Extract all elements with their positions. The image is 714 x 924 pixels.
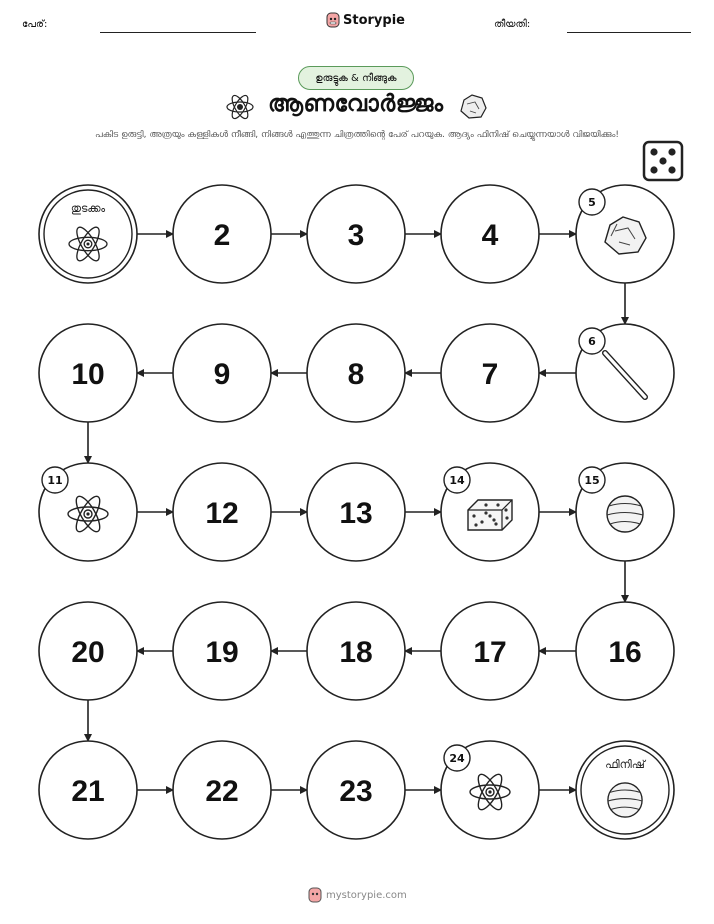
sponge-icon — [468, 500, 512, 530]
board-space-15[interactable] — [576, 463, 674, 561]
name-label: പേര്: — [22, 19, 48, 30]
space-number: 4 — [481, 219, 499, 252]
board-space-3[interactable] — [307, 185, 405, 283]
space-number: 17 — [473, 636, 507, 669]
space-number: 21 — [71, 775, 105, 808]
board-space-17[interactable] — [441, 602, 539, 700]
space-number: 6 — [588, 335, 596, 348]
space-number: 9 — [213, 358, 231, 391]
footer-url[interactable]: mystorypie.com — [326, 889, 407, 901]
board-space-16[interactable] — [576, 602, 674, 700]
footer — [308, 887, 407, 903]
board-space-6[interactable] — [576, 324, 674, 422]
game-type-badge: ഉരുട്ടുക & നീങ്ങുക — [298, 66, 414, 90]
space-number: 8 — [347, 358, 365, 391]
brand-name: Storypie — [343, 12, 405, 28]
space-number: 11 — [47, 474, 63, 487]
instructions: പകിട ഉരുട്ടി, അത്രയും കള്ളികൾ നീങ്ങി, നിങ്ങൾ എത്തുന്ന ചിത്രത്തിന്റെ പേര് പറയുക. ആദ്യം ഫിനിഷ് ചെയ്യുന്നയാൾ വിജയിക്കും! — [95, 130, 619, 140]
board-space-14[interactable] — [441, 463, 539, 561]
space-number: 20 — [71, 636, 105, 669]
space-number: 14 — [449, 474, 465, 487]
board-space-10[interactable] — [39, 324, 137, 422]
board-space-13[interactable] — [307, 463, 405, 561]
board-space-19[interactable] — [173, 602, 271, 700]
space-number: 7 — [481, 358, 499, 391]
board-space-9[interactable] — [173, 324, 271, 422]
board-space-11[interactable] — [39, 463, 137, 561]
space-number: 16 — [608, 636, 642, 669]
space-number: 18 — [339, 636, 373, 669]
space-number: 22 — [205, 775, 239, 808]
start-label: തുടക്കം — [70, 202, 106, 215]
board-space-8[interactable] — [307, 324, 405, 422]
dice-icon[interactable] — [644, 142, 682, 180]
date-label: തീയതി: — [494, 19, 531, 30]
board-space-5[interactable] — [576, 185, 674, 283]
storypie-logo-icon — [308, 887, 322, 903]
space-number: 19 — [205, 636, 239, 669]
space-number: 10 — [71, 358, 105, 391]
start-space[interactable] — [39, 185, 137, 283]
board-space-24[interactable] — [441, 741, 539, 839]
space-number: 12 — [205, 497, 239, 530]
page-title: ആണവോർജ്ജം — [268, 91, 444, 117]
board-space-12[interactable] — [173, 463, 271, 561]
space-number: 3 — [347, 219, 365, 252]
planet-icon — [608, 783, 642, 817]
space-number: 13 — [339, 497, 373, 530]
board-space-22[interactable] — [173, 741, 271, 839]
space-number: 15 — [584, 474, 600, 487]
planet-icon — [607, 496, 643, 532]
board-space-21[interactable] — [39, 741, 137, 839]
space-number: 5 — [588, 196, 596, 209]
board-space-20[interactable] — [39, 602, 137, 700]
finish-label: ഫിനിഷ് — [605, 758, 645, 771]
board-space-4[interactable] — [441, 185, 539, 283]
space-number: 24 — [449, 752, 465, 765]
board-space-23[interactable] — [307, 741, 405, 839]
finish-space[interactable] — [576, 741, 674, 839]
board-space-18[interactable] — [307, 602, 405, 700]
space-number: 23 — [339, 775, 373, 808]
board-space-7[interactable] — [441, 324, 539, 422]
board-space-2[interactable] — [173, 185, 271, 283]
space-number: 2 — [213, 219, 231, 252]
